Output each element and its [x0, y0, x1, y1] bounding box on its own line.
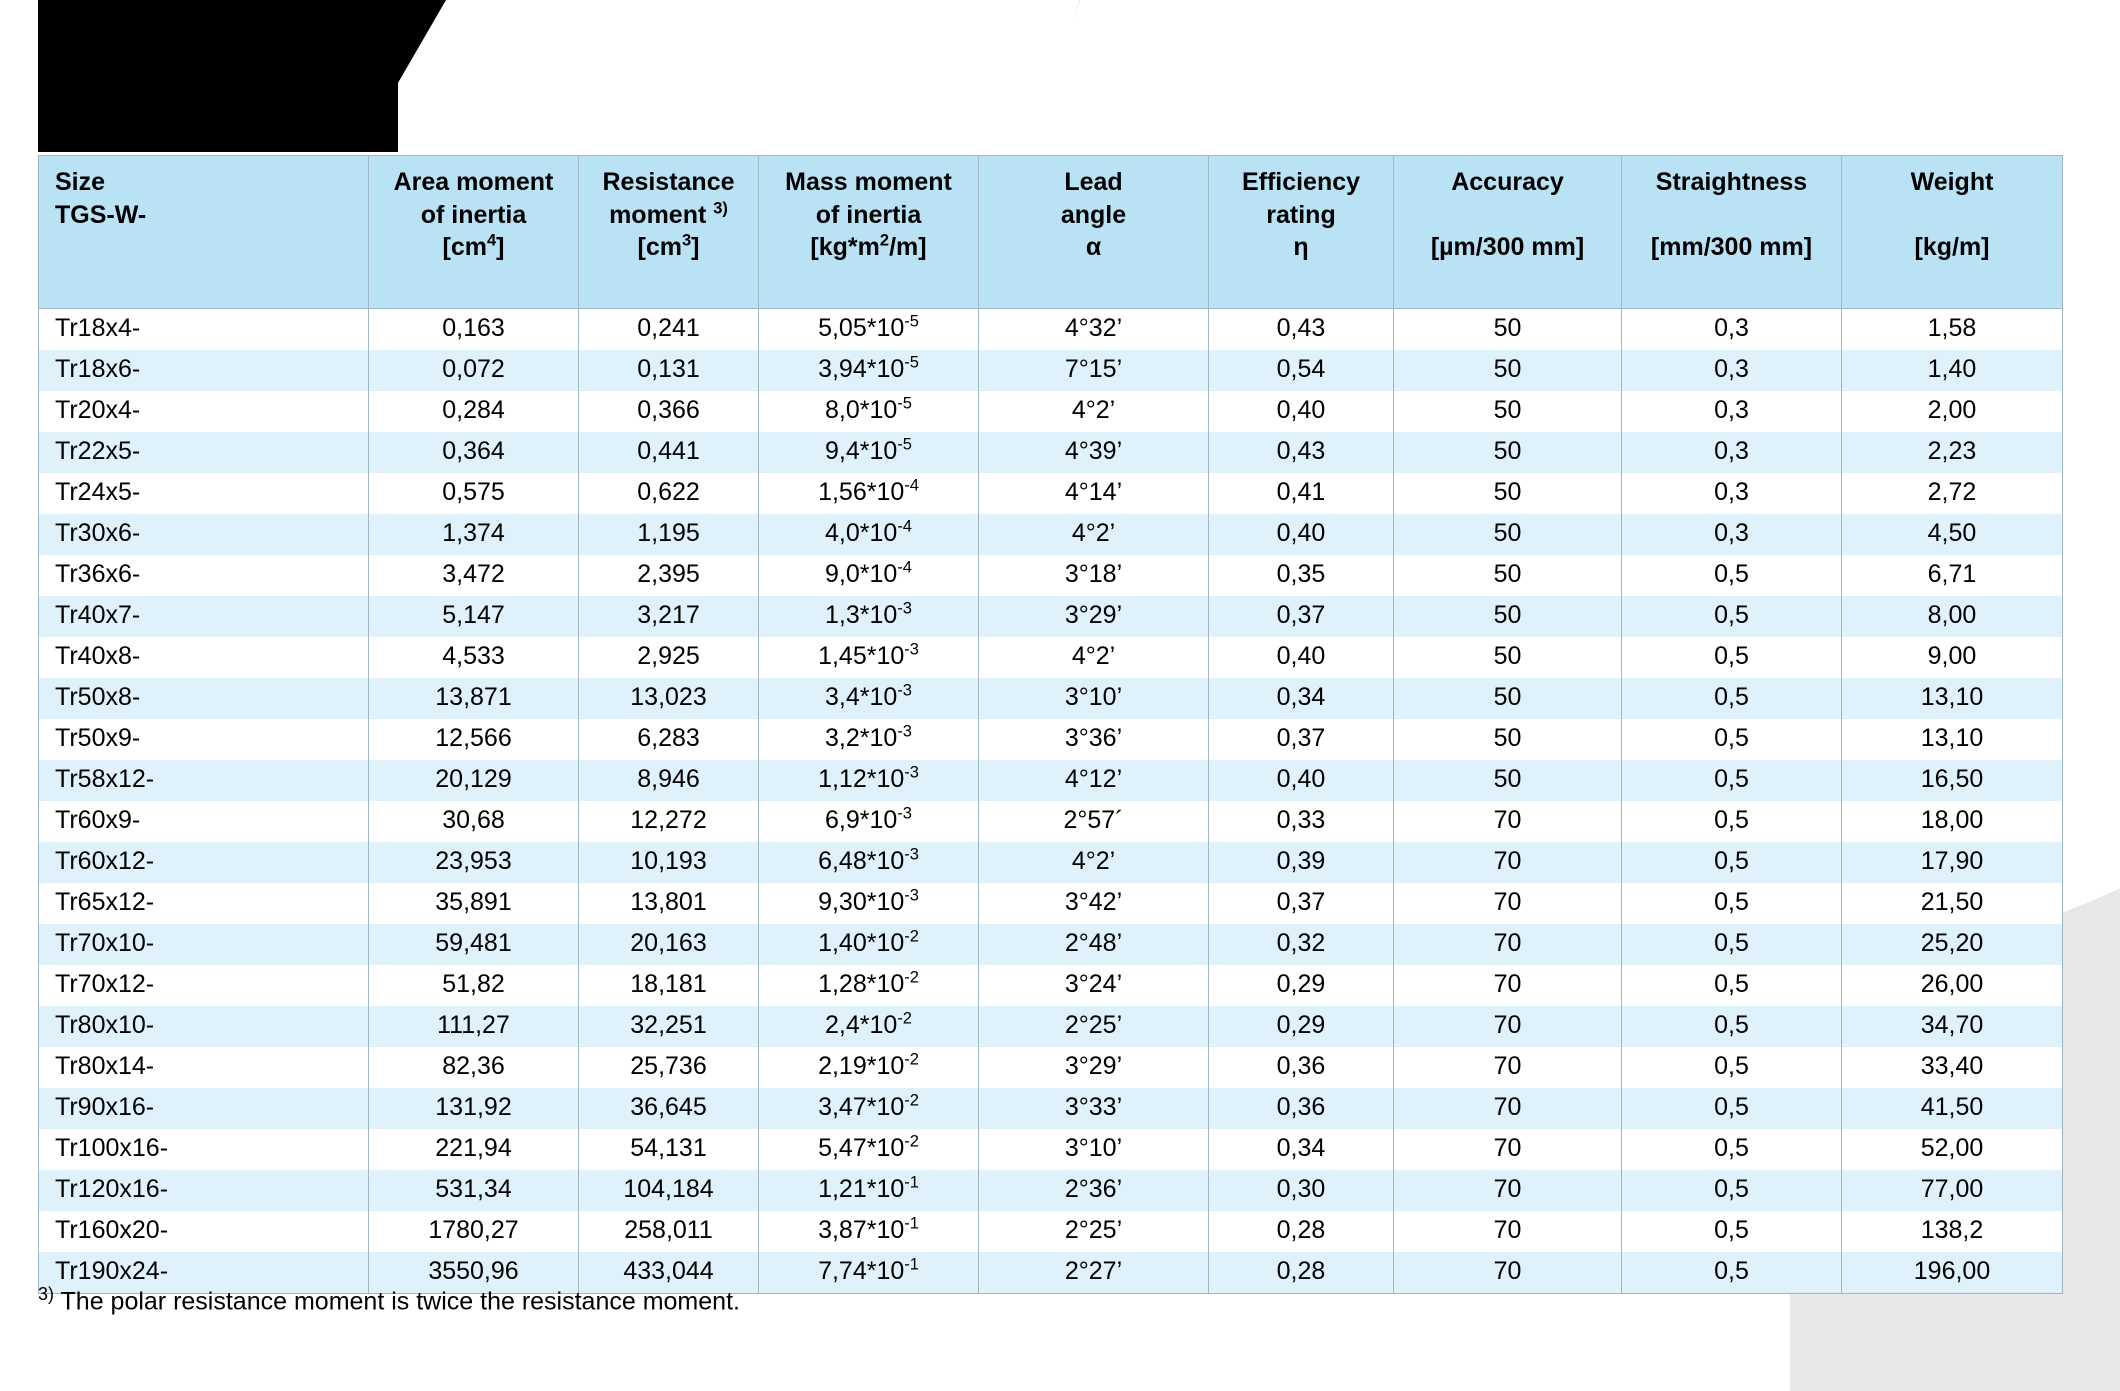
column-header-line	[767, 264, 970, 297]
table-cell: $4,0*10^{-4}$	[759, 514, 979, 555]
table-cell: 221,94	[369, 1129, 579, 1170]
table-cell: 0,163	[369, 309, 579, 351]
table-cell: 4°2’	[979, 842, 1209, 883]
table-cell: 4°12’	[979, 760, 1209, 801]
table-cell: 0,36	[1209, 1047, 1394, 1088]
table-cell: 7°15’	[979, 350, 1209, 391]
table-cell: $2,19*10^{-2}$	[759, 1047, 979, 1088]
table-cell: 70	[1394, 1047, 1622, 1088]
table-cell: 0,35	[1209, 555, 1394, 596]
table-cell: 2°48’	[979, 924, 1209, 965]
table-row	[39, 883, 2063, 924]
cell-size: Tr18x6-	[39, 350, 369, 391]
cell-size: Tr18x4-	[39, 309, 369, 351]
table-cell: $3,4*10^{-3}$	[759, 678, 979, 719]
table-cell: 0,5	[1622, 801, 1842, 842]
column-header-line	[55, 231, 360, 264]
column-header-line: α	[1085, 233, 1102, 261]
table-cell: 0,28	[1209, 1252, 1394, 1294]
column-header-1	[369, 156, 579, 309]
table-cell: 3°33’	[979, 1088, 1209, 1129]
table-row	[39, 924, 2063, 965]
table-cell: 4°32’	[979, 309, 1209, 351]
table-cell: 531,34	[369, 1170, 579, 1211]
table-cell: 50	[1394, 309, 1622, 351]
column-header-line: $[cm^3]$	[637, 231, 700, 261]
table-cell: $3,47*10^{-2}$	[759, 1088, 979, 1129]
column-header-line	[987, 264, 1200, 297]
column-header-8	[1842, 156, 2063, 309]
table-header-row	[39, 156, 2063, 309]
table-cell: 0,40	[1209, 514, 1394, 555]
table-cell: $6,48*10^{-3}$	[759, 842, 979, 883]
table-cell: 70	[1394, 1129, 1622, 1170]
cell-size: Tr80x10-	[39, 1006, 369, 1047]
table-cell: 2°27’	[979, 1252, 1209, 1294]
column-header-6	[1394, 156, 1622, 309]
table-cell: 1,195	[579, 514, 759, 555]
cell-size: Tr20x4-	[39, 391, 369, 432]
column-header-line: $[cm^4]$	[442, 231, 505, 261]
cell-size: Tr160x20-	[39, 1211, 369, 1252]
table-cell: 35,891	[369, 883, 579, 924]
column-header-line: of inertia	[420, 200, 527, 229]
table-row	[39, 801, 2063, 842]
table-cell: 0,5	[1622, 924, 1842, 965]
table-cell: 0,5	[1622, 719, 1842, 760]
table-cell: $8,0*10^{-5}$	[759, 391, 979, 432]
table-cell: 0,5	[1622, 678, 1842, 719]
table-cell: $9,0*10^{-4}$	[759, 555, 979, 596]
table-cell: 50	[1394, 678, 1622, 719]
column-header-line	[1630, 199, 1833, 232]
table-cell: 21,50	[1842, 883, 2063, 924]
table-cell: 77,00	[1842, 1170, 2063, 1211]
table-cell: 3°24’	[979, 965, 1209, 1006]
table-cell: 0,364	[369, 432, 579, 473]
table-row	[39, 1047, 2063, 1088]
column-header-line: Mass moment	[785, 168, 952, 196]
cell-size: Tr60x9-	[39, 801, 369, 842]
column-header-line: of inertia	[815, 200, 922, 229]
table-cell: 5,147	[369, 596, 579, 637]
table-cell: 70	[1394, 1006, 1622, 1047]
table-cell: 0,39	[1209, 842, 1394, 883]
table-cell: $1,28*10^{-2}$	[759, 965, 979, 1006]
table-cell: 1,58	[1842, 309, 2063, 351]
table-cell: 6,283	[579, 719, 759, 760]
table-cell: 3,217	[579, 596, 759, 637]
table-cell: 18,181	[579, 965, 759, 1006]
table-cell: 13,10	[1842, 678, 2063, 719]
table-cell: 0,575	[369, 473, 579, 514]
table-cell: 0,40	[1209, 391, 1394, 432]
table-cell: 0,3	[1622, 350, 1842, 391]
table-cell: 4°2’	[979, 514, 1209, 555]
table-cell: 18,00	[1842, 801, 2063, 842]
cell-size: Tr50x9-	[39, 719, 369, 760]
table-cell: $3,94*10^{-5}$	[759, 350, 979, 391]
table-cell: 70	[1394, 1252, 1622, 1294]
table-cell: 4°2’	[979, 391, 1209, 432]
column-header-3	[759, 156, 979, 309]
table-row	[39, 719, 2063, 760]
table-cell: 104,184	[579, 1170, 759, 1211]
table-cell: 2,23	[1842, 432, 2063, 473]
column-header-line: moment $^{3)}$	[609, 199, 728, 229]
table-cell: 0,3	[1622, 391, 1842, 432]
cell-size: Tr40x8-	[39, 637, 369, 678]
technical-spec-table	[38, 155, 2063, 1294]
table-cell: 25,736	[579, 1047, 759, 1088]
column-header-line	[1850, 264, 2054, 297]
column-header-line: rating	[1266, 200, 1336, 229]
table-cell: 3°29’	[979, 596, 1209, 637]
table-cell: 131,92	[369, 1088, 579, 1129]
table-cell: $6,9*10^{-3}$	[759, 801, 979, 842]
table-cell: 50	[1394, 760, 1622, 801]
table-cell: 59,481	[369, 924, 579, 965]
black-corner-notch	[358, 0, 446, 152]
cell-size: Tr100x16-	[39, 1129, 369, 1170]
table-row	[39, 637, 2063, 678]
table-cell: 0,37	[1209, 719, 1394, 760]
table-cell: 0,5	[1622, 1088, 1842, 1129]
table-cell: 0,34	[1209, 1129, 1394, 1170]
table-cell: 0,33	[1209, 801, 1394, 842]
column-header-line	[587, 264, 750, 297]
table-cell: 0,32	[1209, 924, 1394, 965]
table-row	[39, 1170, 2063, 1211]
table-cell: 0,3	[1622, 514, 1842, 555]
table-cell: 0,5	[1622, 637, 1842, 678]
table-cell: 0,5	[1622, 883, 1842, 924]
column-header-line: Efficiency	[1241, 168, 1361, 196]
table-cell: 26,00	[1842, 965, 2063, 1006]
table-cell: 13,10	[1842, 719, 2063, 760]
table-cell: $5,05*10^{-5}$	[759, 309, 979, 351]
table-cell: 25,20	[1842, 924, 2063, 965]
column-header-line: [µm/300 mm]	[1430, 233, 1585, 261]
table-cell: 70	[1394, 1088, 1622, 1129]
cell-size: Tr190x24-	[39, 1252, 369, 1294]
table-cell: 258,011	[579, 1211, 759, 1252]
table-cell: 50	[1394, 432, 1622, 473]
table-cell: 9,00	[1842, 637, 2063, 678]
table-cell: 0,54	[1209, 350, 1394, 391]
table-cell: 3°10’	[979, 678, 1209, 719]
column-header-line: angle	[1060, 200, 1127, 229]
table-cell: 30,68	[369, 801, 579, 842]
column-header-line	[55, 264, 360, 297]
table-row	[39, 309, 2063, 351]
table-cell: 34,70	[1842, 1006, 2063, 1047]
cell-size: Tr120x16-	[39, 1170, 369, 1211]
table-cell: 3°36’	[979, 719, 1209, 760]
table-cell: 0,37	[1209, 596, 1394, 637]
table-cell: 70	[1394, 1170, 1622, 1211]
table-cell: 50	[1394, 637, 1622, 678]
table-cell: 0,40	[1209, 760, 1394, 801]
table-cell: 0,29	[1209, 965, 1394, 1006]
table-row	[39, 432, 2063, 473]
table-cell: 6,71	[1842, 555, 2063, 596]
cell-size: Tr60x12-	[39, 842, 369, 883]
table-cell: 2,925	[579, 637, 759, 678]
table-cell: 10,193	[579, 842, 759, 883]
table-cell: 0,30	[1209, 1170, 1394, 1211]
table-row	[39, 965, 2063, 1006]
cell-size: Tr30x6-	[39, 514, 369, 555]
table-cell: 41,50	[1842, 1088, 2063, 1129]
table-cell: 20,129	[369, 760, 579, 801]
table-cell: $3,2*10^{-3}$	[759, 719, 979, 760]
column-header-4	[979, 156, 1209, 309]
table-cell: $1,56*10^{-4}$	[759, 473, 979, 514]
table-cell: 0,40	[1209, 637, 1394, 678]
table-cell: 50	[1394, 596, 1622, 637]
table-cell: 0,072	[369, 350, 579, 391]
table-cell: 4,50	[1842, 514, 2063, 555]
cell-size: Tr58x12-	[39, 760, 369, 801]
table-cell: 0,5	[1622, 965, 1842, 1006]
cell-size: Tr22x5-	[39, 432, 369, 473]
table-row	[39, 350, 2063, 391]
black-corner-block	[38, 0, 398, 152]
table-row	[39, 842, 2063, 883]
table-cell: $1,40*10^{-2}$	[759, 924, 979, 965]
table-cell: 50	[1394, 391, 1622, 432]
column-header-line: Lead	[1064, 168, 1123, 196]
table-cell: 0,3	[1622, 473, 1842, 514]
table-cell: 0,5	[1622, 1129, 1842, 1170]
column-header-line: [mm/300 mm]	[1650, 233, 1813, 261]
table-cell: 0,441	[579, 432, 759, 473]
column-header-line: [kg/m]	[1914, 233, 1990, 261]
table-cell: $1,45*10^{-3}$	[759, 637, 979, 678]
table-cell: 36,645	[579, 1088, 759, 1129]
table-cell: 16,50	[1842, 760, 2063, 801]
table-cell: 0,37	[1209, 883, 1394, 924]
cell-size: Tr80x14-	[39, 1047, 369, 1088]
table-cell: 50	[1394, 473, 1622, 514]
table-cell: $2,4*10^{-2}$	[759, 1006, 979, 1047]
table-cell: 2°36’	[979, 1170, 1209, 1211]
table-row	[39, 473, 2063, 514]
table-cell: 50	[1394, 514, 1622, 555]
footnote-marker: 3)	[38, 1284, 55, 1304]
table-row	[39, 596, 2063, 637]
table-cell: 0,622	[579, 473, 759, 514]
table-cell: 0,366	[579, 391, 759, 432]
table-cell: 0,5	[1622, 760, 1842, 801]
table-cell: 4°14’	[979, 473, 1209, 514]
cell-size: Tr70x12-	[39, 965, 369, 1006]
table-cell: 0,5	[1622, 1047, 1842, 1088]
table-cell: 50	[1394, 719, 1622, 760]
table-cell: 2°25’	[979, 1006, 1209, 1047]
table-cell: 0,3	[1622, 309, 1842, 351]
column-header-5	[1209, 156, 1394, 309]
table-cell: 82,36	[369, 1047, 579, 1088]
table-cell: 0,43	[1209, 432, 1394, 473]
table-row	[39, 391, 2063, 432]
table-cell: 0,131	[579, 350, 759, 391]
cell-size: Tr40x7-	[39, 596, 369, 637]
column-header-line: TGS-W-	[55, 200, 147, 229]
column-header-7	[1622, 156, 1842, 309]
table-cell: 3°18’	[979, 555, 1209, 596]
table-cell: 70	[1394, 965, 1622, 1006]
cell-size: Tr50x8-	[39, 678, 369, 719]
table-row	[39, 1006, 2063, 1047]
column-header-line	[1402, 199, 1613, 232]
table-cell: 70	[1394, 924, 1622, 965]
column-header-2	[579, 156, 759, 309]
table-body	[39, 309, 2063, 1294]
table-cell: 8,00	[1842, 596, 2063, 637]
table-cell: 1,40	[1842, 350, 2063, 391]
table-cell: 2,00	[1842, 391, 2063, 432]
table-cell: 4,533	[369, 637, 579, 678]
table-cell: 4°2’	[979, 637, 1209, 678]
table-cell: 0,5	[1622, 555, 1842, 596]
table-cell: 0,5	[1622, 1252, 1842, 1294]
cell-size: Tr90x16-	[39, 1088, 369, 1129]
table-cell: 3°29’	[979, 1047, 1209, 1088]
table-cell: 1,374	[369, 514, 579, 555]
table-cell: 196,00	[1842, 1252, 2063, 1294]
table-cell: 3°10’	[979, 1129, 1209, 1170]
table-cell: 2,395	[579, 555, 759, 596]
cell-size: Tr65x12-	[39, 883, 369, 924]
table-header	[39, 156, 2063, 309]
table-row	[39, 678, 2063, 719]
table-cell: 13,023	[579, 678, 759, 719]
table-cell: 0,284	[369, 391, 579, 432]
table-cell: 20,163	[579, 924, 759, 965]
table-cell: 13,801	[579, 883, 759, 924]
table-cell: $7,74*10^{-1}$	[759, 1252, 979, 1294]
table-cell: 0,34	[1209, 678, 1394, 719]
table-row	[39, 1211, 2063, 1252]
table-row	[39, 1088, 2063, 1129]
table-cell: 0,5	[1622, 1211, 1842, 1252]
table-cell: 0,5	[1622, 1006, 1842, 1047]
column-header-line	[1850, 199, 2054, 232]
column-header-line	[377, 264, 570, 297]
table-cell: 51,82	[369, 965, 579, 1006]
column-header-line	[1630, 264, 1833, 297]
table-cell: 2°25’	[979, 1211, 1209, 1252]
column-header-line	[1402, 264, 1613, 297]
table-cell: 0,5	[1622, 842, 1842, 883]
table-cell: 12,566	[369, 719, 579, 760]
spec-table-container	[38, 155, 2062, 1294]
table-cell: 2°57´	[979, 801, 1209, 842]
table-cell: 13,871	[369, 678, 579, 719]
footnote-text: The polar resistance moment is twice the resistance moment.	[60, 1287, 740, 1316]
table-cell: 23,953	[369, 842, 579, 883]
table-cell: 3550,96	[369, 1252, 579, 1294]
table-cell: 70	[1394, 1211, 1622, 1252]
table-cell: 0,5	[1622, 596, 1842, 637]
column-header-line: η	[1293, 233, 1309, 261]
table-cell: 0,43	[1209, 309, 1394, 351]
column-header-line: $[kg*m^2/m]$	[810, 231, 927, 261]
table-cell: 2,72	[1842, 473, 2063, 514]
table-cell: $5,47*10^{-2}$	[759, 1129, 979, 1170]
table-cell: $3,87*10^{-1}$	[759, 1211, 979, 1252]
column-header-line	[1217, 264, 1385, 297]
table-cell: 8,946	[579, 760, 759, 801]
table-cell: 1780,27	[369, 1211, 579, 1252]
table-row	[39, 760, 2063, 801]
table-cell: $1,12*10^{-3}$	[759, 760, 979, 801]
column-header-line: Accuracy	[1451, 168, 1564, 196]
table-cell: 3°42’	[979, 883, 1209, 924]
table-cell: 17,90	[1842, 842, 2063, 883]
table-cell: 70	[1394, 801, 1622, 842]
footnote	[38, 1284, 740, 1316]
table-row	[39, 514, 2063, 555]
table-cell: 0,5	[1622, 1170, 1842, 1211]
cell-size: Tr24x5-	[39, 473, 369, 514]
table-cell: 70	[1394, 883, 1622, 924]
column-header-line: Weight	[1910, 168, 1994, 196]
table-cell: 70	[1394, 842, 1622, 883]
table-cell: 138,2	[1842, 1211, 2063, 1252]
table-cell: 0,3	[1622, 432, 1842, 473]
cell-size: Tr36x6-	[39, 555, 369, 596]
table-cell: 50	[1394, 350, 1622, 391]
table-cell: 12,272	[579, 801, 759, 842]
table-cell: 0,28	[1209, 1211, 1394, 1252]
table-cell: $9,30*10^{-3}$	[759, 883, 979, 924]
column-header-line: Area moment	[393, 168, 554, 196]
table-cell: 33,40	[1842, 1047, 2063, 1088]
table-cell: 3,472	[369, 555, 579, 596]
table-cell: $1,21*10^{-1}$	[759, 1170, 979, 1211]
table-cell: 0,41	[1209, 473, 1394, 514]
table-cell: 0,241	[579, 309, 759, 351]
table-row	[39, 1129, 2063, 1170]
column-header-line: Resistance	[602, 168, 735, 196]
table-cell: 50	[1394, 555, 1622, 596]
column-header-line: Straightness	[1655, 168, 1808, 196]
cell-size: Tr70x10-	[39, 924, 369, 965]
column-header-line: Size	[55, 168, 106, 196]
table-cell: 52,00	[1842, 1129, 2063, 1170]
table-cell: 111,27	[369, 1006, 579, 1047]
table-row	[39, 555, 2063, 596]
table-cell: 54,131	[579, 1129, 759, 1170]
table-cell: 0,29	[1209, 1006, 1394, 1047]
table-cell: 4°39’	[979, 432, 1209, 473]
table-cell: 32,251	[579, 1006, 759, 1047]
table-cell: 433,044	[579, 1252, 759, 1294]
table-cell: 0,36	[1209, 1088, 1394, 1129]
column-header-0	[39, 156, 369, 309]
table-cell: $9,4*10^{-5}$	[759, 432, 979, 473]
table-cell: $1,3*10^{-3}$	[759, 596, 979, 637]
